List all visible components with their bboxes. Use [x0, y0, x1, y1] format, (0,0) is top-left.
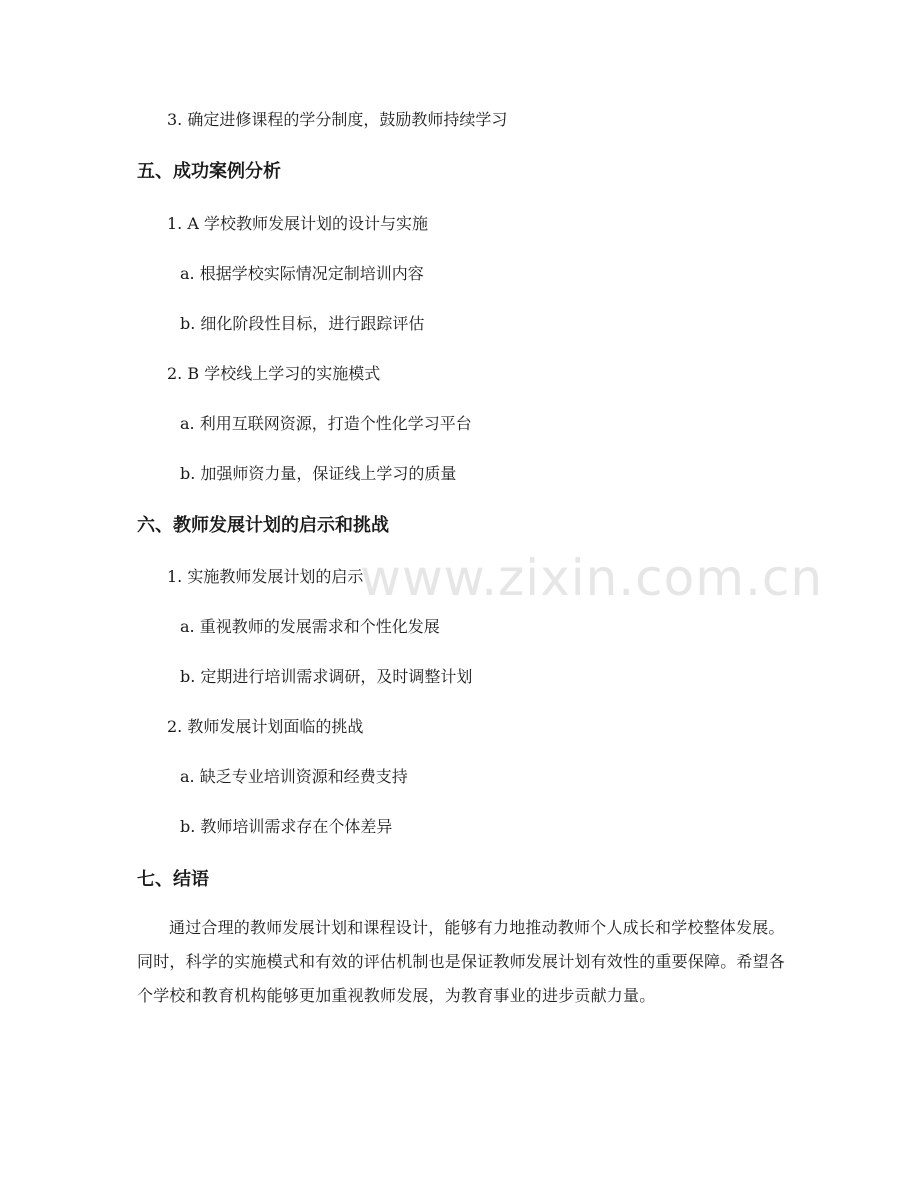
s5-item-1b: b. 细化阶段性目标，进行跟踪评估	[180, 314, 425, 333]
section-5-heading: 五、成功案例分析	[137, 161, 281, 182]
section-7-heading: 七、结语	[137, 869, 209, 890]
s5-item-2b: b. 加强师资力量，保证线上学习的质量	[180, 464, 457, 483]
s5-item-1: 1. A 学校教师发展计划的设计与实施	[167, 214, 428, 233]
s6-item-2a: a. 缺乏专业培训资源和经费支持	[180, 767, 408, 786]
s6-item-1b: b. 定期进行培训需求调研，及时调整计划	[180, 667, 473, 686]
s5-item-2a: a. 利用互联网资源，打造个性化学习平台	[180, 414, 472, 433]
s6-item-1a: a. 重视教师的发展需求和个性化发展	[180, 617, 440, 636]
conclusion-paragraph: 通过合理的教师发展计划和课程设计，能够有力地推动教师个人成长和学校整体发展。同时，科学的实施模式和有效的评估机制也是保证教师发展计划有效性的重要保障。希望各个学校和教育机构能够更加重视教师发展，为教育事业的进步贡献力量。	[137, 918, 786, 1005]
s5-item-1a: a. 根据学校实际情况定制培训内容	[180, 264, 424, 283]
s6-item-2b: b. 教师培训需求存在个体差异	[180, 817, 393, 836]
watermark: www.zixin.com.cn	[360, 549, 824, 607]
s5-item-2: 2. B 学校线上学习的实施模式	[167, 364, 381, 383]
s6-item-1: 1. 实施教师发展计划的启示	[167, 567, 364, 586]
s6-item-2: 2. 教师发展计划面临的挑战	[167, 717, 364, 736]
section-6-heading: 六、教师发展计划的启示和挑战	[137, 515, 389, 536]
list-item-3: 3. 确定进修课程的学分制度，鼓励教师持续学习	[167, 110, 508, 129]
